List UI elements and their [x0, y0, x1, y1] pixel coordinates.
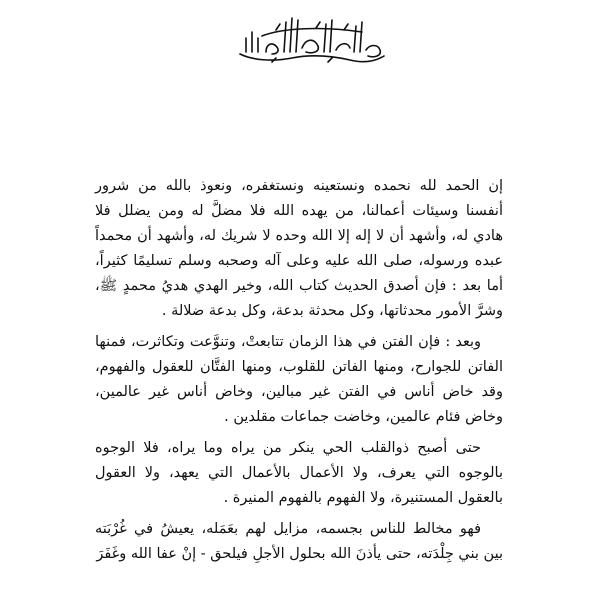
stranger-paragraph: فهو مخالط للناس بجسمه، مزايل لهم بعَمَله، يعيشُ في غُرْبَته بين بني جِلْدَته، حتى يأذنَ الله بحلول الأجلِ فيلحق - إنْ عفا الله وغَفَرَ	[95, 521, 503, 562]
living-heart-paragraph: حتى أصبح ذوالقلب الحي ينكر من يراه وما يراه، فلا الوجوه بالوجوه التي يعرف، ولا الأعمال بالأعمال التي يعهد، ولا العقول بالعقول المستنيرة، ولا الفهوم بالفهوم المنيرة .	[95, 440, 503, 506]
fitan-paragraph: وبعد : فإن الفتن في هذا الزمان تتابعتْ، وتنوَّعت وتكاثرت، فمنها الفاتن للجوارح، ومنها الفاتن للقلوب، ومنها الفتَّان للعقول والفهوم، وقد خاض أناس في الفتن غير مبالين، وخاض أناس غير عالمين، وخاض فئام عالمين، وخاضت جماعات مقلدين .	[95, 334, 503, 425]
opening-paragraph: إن الحمد لله نحمده ونستعينه ونستغفره، ونعوذ بالله من شرور أنفسنا وسيئات أعمالنا، من يهده الله فلا مضلَّ له ومن يضلل فلا هادي له، وأشهد أن لا إله إلا الله وحده لا شريك له، وأشهد أن محمداً عبده ورسوله، صلى الله عليه وعلى آله وصحبه وسلم تسليمًا كثيراً، أما بعد : فإن أصدق الحديث كتاب الله، وخير الهدي هديُ محمدٍ ﷺ، وشرَّ الأمور محدثاتها، وكل محدثة بدعة، وكل بدعة ضلالة .	[95, 178, 503, 319]
document-body	[95, 174, 503, 567]
basmala-calligraphy	[232, 8, 392, 68]
